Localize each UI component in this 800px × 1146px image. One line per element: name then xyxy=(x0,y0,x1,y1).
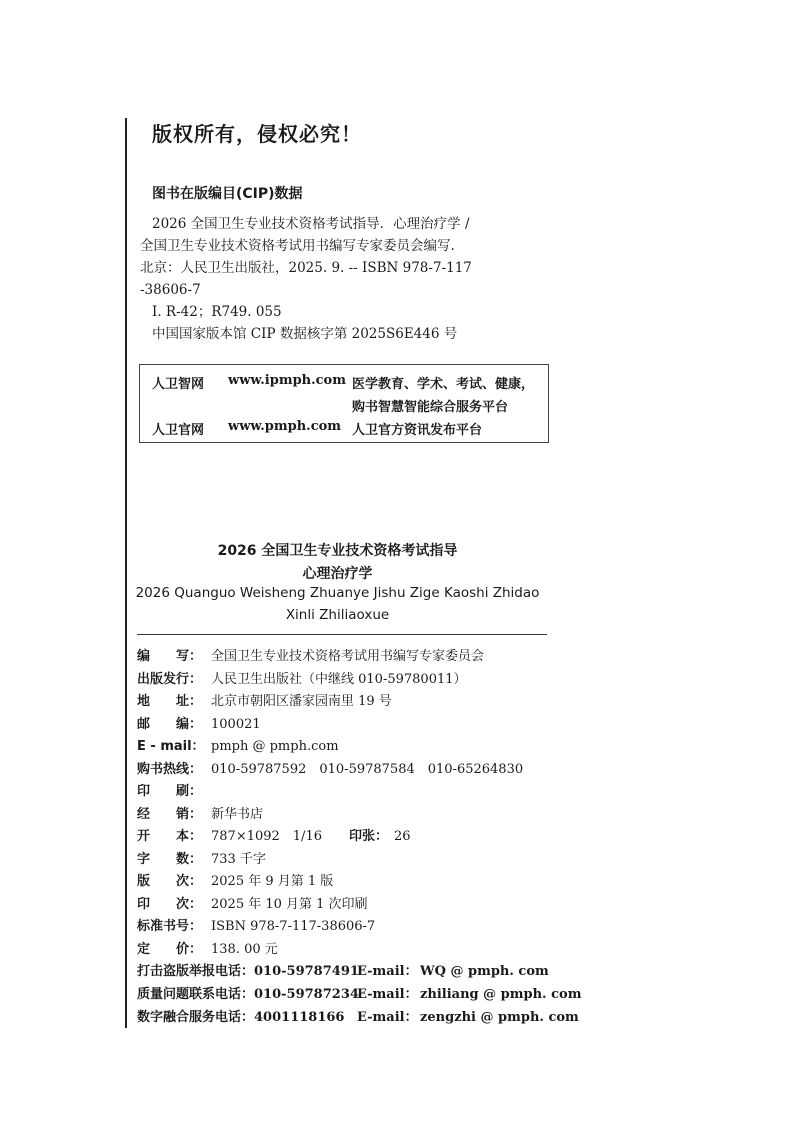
hotline-email[interactable]: zengzhi @ pmph. com xyxy=(420,1010,579,1025)
detail-label: 邮 编： xyxy=(137,716,203,732)
detail-value: 北京市朝阳区潘家园南里 19 号 xyxy=(211,694,392,709)
detail-value: 2025 年 9 月第 1 版 xyxy=(211,874,334,889)
detail-value: 2025 年 10 月第 1 次印刷 xyxy=(211,896,368,912)
hotline-phone: 010-59787491 xyxy=(254,964,359,979)
hotline-row xyxy=(137,961,549,983)
book-title-pinyin: 2026 Quanguo Weisheng Zhuanye Jishu Zige Kaoshi Zhidao xyxy=(135,585,540,601)
platform-desc: 医学教育、学术、考试、健康， xyxy=(352,377,535,392)
detail-label: 字 数： xyxy=(137,851,203,867)
platform-url[interactable]: www.ipmph.com xyxy=(228,373,346,388)
cip-line: 2026 全国卫生专业技术资格考试指导．心理治疗学 / xyxy=(152,216,470,232)
detail-value: 人民卫生出版社（中继线 010-59780011） xyxy=(211,671,467,687)
detail-value: 138. 00 元 xyxy=(211,941,278,957)
detail-value: pmph @ pmph.com xyxy=(211,739,339,754)
platform-desc: 购书智慧智能综合服务平台 xyxy=(352,400,509,415)
detail-label: 定 价： xyxy=(137,941,203,957)
hotline-email[interactable]: zhiliang @ pmph. com xyxy=(420,987,582,1002)
platform-label: 人卫官网 xyxy=(152,423,205,438)
divider xyxy=(137,634,547,635)
hotline-label: 打击盗版举报电话： xyxy=(137,964,255,979)
cip-line: 北京：人民卫生出版社，2025. 9. -- ISBN 978-7-117 xyxy=(140,260,472,276)
sheets-value: 26 xyxy=(394,829,411,844)
hotline-row xyxy=(137,1007,579,1029)
book-title: 2026 全国卫生专业技术资格考试指导 xyxy=(217,543,458,559)
hotline-phone: 4001118166 xyxy=(254,1010,345,1025)
cip-line: -38606-7 xyxy=(140,282,201,298)
platform-info-box xyxy=(139,364,549,443)
sheets-label: 印张： xyxy=(349,829,389,844)
platform-label: 人卫智网 xyxy=(152,377,205,392)
cip-heading: 图书在版编目(CIP)数据 xyxy=(152,186,303,202)
detail-label: 购书热线： xyxy=(137,761,203,777)
hotline-label: 质量问题联系电话： xyxy=(137,987,255,1002)
detail-value: 010-59787592 010-59787584 010-65264830 xyxy=(211,761,524,777)
detail-label: 经 销： xyxy=(137,806,203,822)
platform-url[interactable]: www.pmph.com xyxy=(228,419,342,434)
detail-value: 733 千字 xyxy=(211,851,266,867)
detail-value: 787×1092 1/16 xyxy=(211,829,348,844)
hotline-phone: 010-59787234 xyxy=(254,987,359,1002)
cip-record xyxy=(140,213,472,345)
platform-desc: 人卫官方资讯发布平台 xyxy=(352,423,483,438)
detail-label: 出版发行： xyxy=(137,671,203,687)
detail-label: E - mail： xyxy=(137,739,205,754)
detail-label: 开 本： xyxy=(137,829,203,844)
detail-label: 印 刷： xyxy=(137,784,203,799)
detail-label: 标准书号： xyxy=(137,919,203,934)
detail-value: ISBN 978-7-117-38606-7 xyxy=(211,919,376,934)
hotline-label: 数字融合服务电话： xyxy=(137,1010,255,1025)
detail-value: 新华书店 xyxy=(211,806,264,822)
book-subtitle: 心理治疗学 xyxy=(302,566,373,582)
detail-label: 地 址： xyxy=(137,694,203,709)
copyright-notice: 版权所有，侵权必究！ xyxy=(152,122,362,146)
detail-label: 版 次： xyxy=(137,874,203,889)
hotline-row xyxy=(137,984,582,1006)
detail-label: 印 次： xyxy=(137,896,203,912)
cip-line: 全国卫生专业技术资格考试用书编写专家委员会编写. xyxy=(140,238,455,254)
cip-classification: Ⅰ. R-42；R749. 055 xyxy=(152,304,282,320)
hotline-email-label: E-mail： xyxy=(357,964,418,979)
detail-value: 全国卫生专业技术资格考试用书编写专家委员会 xyxy=(211,649,485,664)
hotline-email-label: E-mail： xyxy=(357,987,418,1002)
hotline-email[interactable]: WQ @ pmph. com xyxy=(420,964,549,979)
detail-label: 编 写： xyxy=(137,649,203,664)
detail-value: 100021 xyxy=(211,716,261,732)
cip-number: 中国国家版本馆 CIP 数据核字第 2025S6E446 号 xyxy=(152,326,458,342)
book-subtitle-pinyin: Xinli Zhiliaoxue xyxy=(285,607,390,623)
hotline-email-label: E-mail： xyxy=(357,1010,418,1025)
